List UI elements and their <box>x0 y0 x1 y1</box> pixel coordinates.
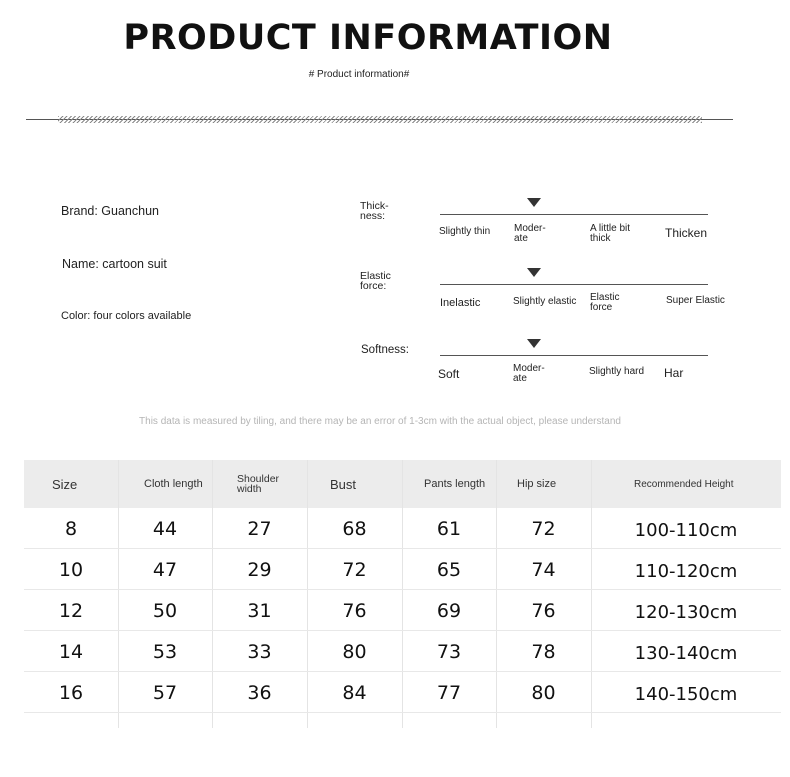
cell-shoulder-width: 29 <box>247 558 272 581</box>
size-table <box>24 460 781 728</box>
cell-hip-size: 72 <box>531 517 556 540</box>
softness-label: Softness: <box>361 344 409 356</box>
cell-shoulder-width: 31 <box>247 599 272 622</box>
cell-cloth-length: 44 <box>152 517 178 540</box>
elastic-force-option: Elastic force <box>590 292 620 313</box>
header-bust: Bust <box>330 476 357 492</box>
thickness-label: Thick- ness: <box>360 200 389 222</box>
cell-pants-length: 61 <box>436 517 462 540</box>
elastic-force-option: Inelastic <box>440 297 481 309</box>
cell-pants-length: 69 <box>436 599 462 622</box>
cell-hip-size: 78 <box>531 640 556 663</box>
cell-bust: 80 <box>342 640 367 663</box>
cell-cloth-length: 47 <box>152 558 178 581</box>
cell-recommended-height: 130-140cm <box>634 643 738 664</box>
elastic-force-scale <box>440 284 708 285</box>
page-subtitle: # Product information# <box>308 69 410 80</box>
brand-text: Brand: Guanchun <box>61 204 159 218</box>
cell-recommended-height: 140-150cm <box>634 684 738 705</box>
cell-bust: 76 <box>342 599 367 622</box>
cell-recommended-height: 120-130cm <box>634 602 738 623</box>
header-hip-size: Hip size <box>517 478 557 490</box>
cell-hip-size: 76 <box>531 599 556 622</box>
cell-hip-size: 80 <box>531 681 556 704</box>
cell-shoulder-width: 27 <box>247 517 272 540</box>
elastic-force-marker <box>527 268 541 277</box>
section-divider-hatch <box>58 116 702 123</box>
cell-size: 8 <box>64 517 78 540</box>
cell-shoulder-width: 33 <box>247 640 272 663</box>
cell-pants-length: 73 <box>436 640 462 663</box>
cell-size: 12 <box>58 599 84 622</box>
softness-option: Slightly hard <box>589 366 645 377</box>
header-pants-length: Pants length <box>424 478 486 490</box>
elastic-force-option: Slightly elastic <box>513 296 577 307</box>
elastic-force-label: Elastic force: <box>360 270 391 292</box>
header-size: Size <box>52 476 78 492</box>
cell-recommended-height: 110-120cm <box>634 561 738 582</box>
softness-scale <box>440 355 708 356</box>
thickness-option: Slightly thin <box>439 226 491 237</box>
cell-size: 10 <box>58 558 84 581</box>
color-text: Color: four colors available <box>61 310 192 322</box>
cell-size: 14 <box>58 640 84 663</box>
thickness-option: Thicken <box>665 226 708 240</box>
elastic-force-option: Super Elastic <box>666 295 725 306</box>
table-row <box>24 590 781 631</box>
cell-cloth-length: 53 <box>152 640 178 663</box>
cell-size: 16 <box>58 681 84 704</box>
softness-option: Har <box>664 366 684 380</box>
thickness-scale <box>440 214 708 215</box>
cell-bust: 84 <box>342 681 367 704</box>
thickness-option: A little bit thick <box>590 223 631 244</box>
cell-bust: 72 <box>342 558 367 581</box>
table-row <box>24 631 781 672</box>
cell-shoulder-width: 36 <box>247 681 272 704</box>
softness-marker <box>527 339 541 348</box>
header-cloth-length: Cloth length <box>144 478 203 490</box>
cell-cloth-length: 57 <box>152 681 178 704</box>
cell-recommended-height: 100-110cm <box>634 520 738 541</box>
cell-pants-length: 65 <box>436 558 462 581</box>
cell-cloth-length: 50 <box>152 599 178 622</box>
table-row <box>24 672 781 713</box>
softness-option: Moder- ate <box>513 363 545 384</box>
softness-option: Soft <box>438 367 460 381</box>
measurement-note: This data is measured by tiling, and there may be an error of 1-3cm with the actual object, please understand <box>139 416 621 427</box>
name-text: Name: cartoon suit <box>62 257 167 271</box>
header-recommended-height: Recommended Height <box>634 478 734 490</box>
thickness-option: Moder- ate <box>514 223 546 244</box>
thickness-marker <box>527 198 541 207</box>
table-row <box>24 508 781 549</box>
cell-pants-length: 77 <box>436 681 462 704</box>
table-row <box>24 549 781 590</box>
cell-hip-size: 74 <box>531 558 556 581</box>
cell-bust: 68 <box>342 517 367 540</box>
header-shoulder-width: Shoulder width <box>237 473 280 495</box>
page-title: PRODUCT INFORMATION <box>123 18 613 58</box>
